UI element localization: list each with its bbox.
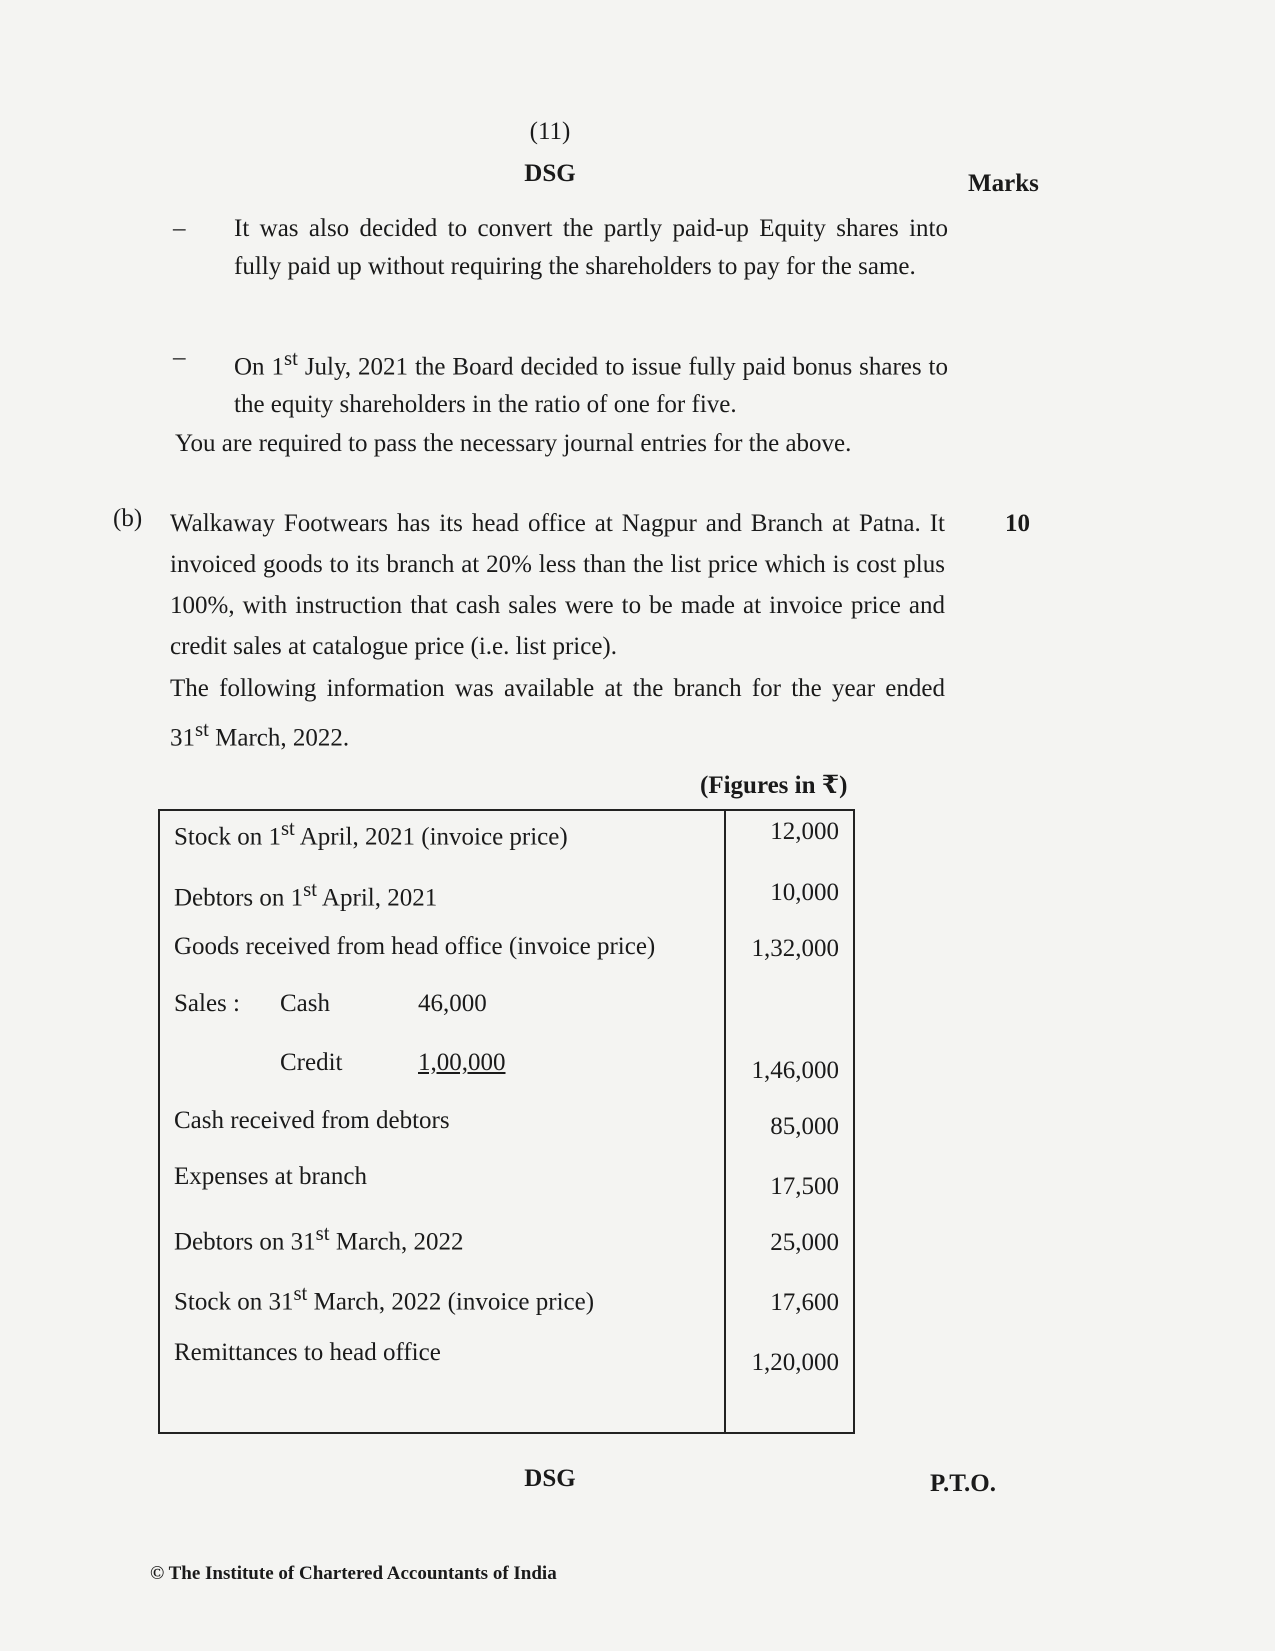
table-row [160,810,853,850]
bullet-item [168,210,948,286]
sales-cash-label: Cash [280,990,330,1017]
row-label: Sales : [174,990,240,1017]
row-amount: 12,000 [770,818,839,845]
bullet-text: On 1st July, 2021 the Board decided to issue fully paid bonus shares to the equity shareholders in the ratio of one for five. [234,346,948,419]
bullet-dash: – [173,215,186,242]
table-row [160,1215,853,1255]
copyright-notice: © The Institute of Chartered Accountants of India [150,1563,557,1584]
table-row [160,1333,853,1376]
row-label: Cash received from debtors [174,1107,450,1134]
table-row [160,984,853,1024]
row-label: Goods received from head office (invoice price) [174,933,656,960]
footer-paper-code: DSG [524,1465,576,1492]
marks-heading: Marks [968,170,1039,197]
bullet-text: It was also decided to convert the partly paid-up Equity shares into fully paid up without requiring the shareholders to pay for the same. [234,215,948,280]
question-marks: 10 [1005,510,1030,537]
sales-cash-amount: 46,000 [418,990,487,1017]
figures-label: (Figures in ₹) [700,772,848,799]
row-amount: 10,000 [770,879,839,906]
row-label: Remittances to head office [174,1339,441,1366]
instruction-text: You are required to pass the necessary journal entries for the above. [175,430,852,457]
row-amount: 1,20,000 [751,1349,839,1376]
table-row [160,1043,853,1083]
row-label: Debtors on 1st April, 2021 [174,877,438,912]
row-amount: 25,000 [770,1229,839,1256]
branch-data-table [158,809,855,1434]
table-row [160,1275,853,1315]
row-label: Debtors on 31st March, 2022 [174,1221,464,1256]
bullet-dash: – [173,344,186,371]
sales-credit-amount: 1,00,000 [418,1049,506,1076]
row-label: Stock on 1st April, 2021 (invoice price) [174,816,568,851]
row-amount: 17,500 [770,1173,839,1200]
question-paragraph: The following information was available at the branch for the year ended 31st March, 2022. [170,675,945,752]
table-row [160,1101,853,1141]
row-amount: 1,46,000 [751,1057,839,1084]
paper-code: DSG [524,160,576,187]
row-amount: 17,600 [770,1289,839,1316]
row-amount: 85,000 [770,1113,839,1140]
pto-label: P.T.O. [930,1470,996,1497]
question-paragraph: Walkaway Footwears has its head office at Nagpur and Branch at Patna. It invoiced goods to its branch at 20% less than the list price which is cost plus 100%, with instruction that cash sales were to be made at invoice price and credit sales at catalogue price (i.e. list price). [170,510,945,660]
table-row [160,871,853,911]
question-label: (b) [113,505,143,532]
page-number: (11) [529,118,571,145]
sales-credit-label: Credit [280,1049,343,1076]
row-label: Expenses at branch [174,1163,367,1190]
table-row [160,1157,853,1200]
table-row [160,927,853,967]
row-label: Stock on 31st March, 2022 (invoice price) [174,1281,595,1316]
row-amount: 1,32,000 [751,935,839,962]
bullet-item [168,339,948,424]
